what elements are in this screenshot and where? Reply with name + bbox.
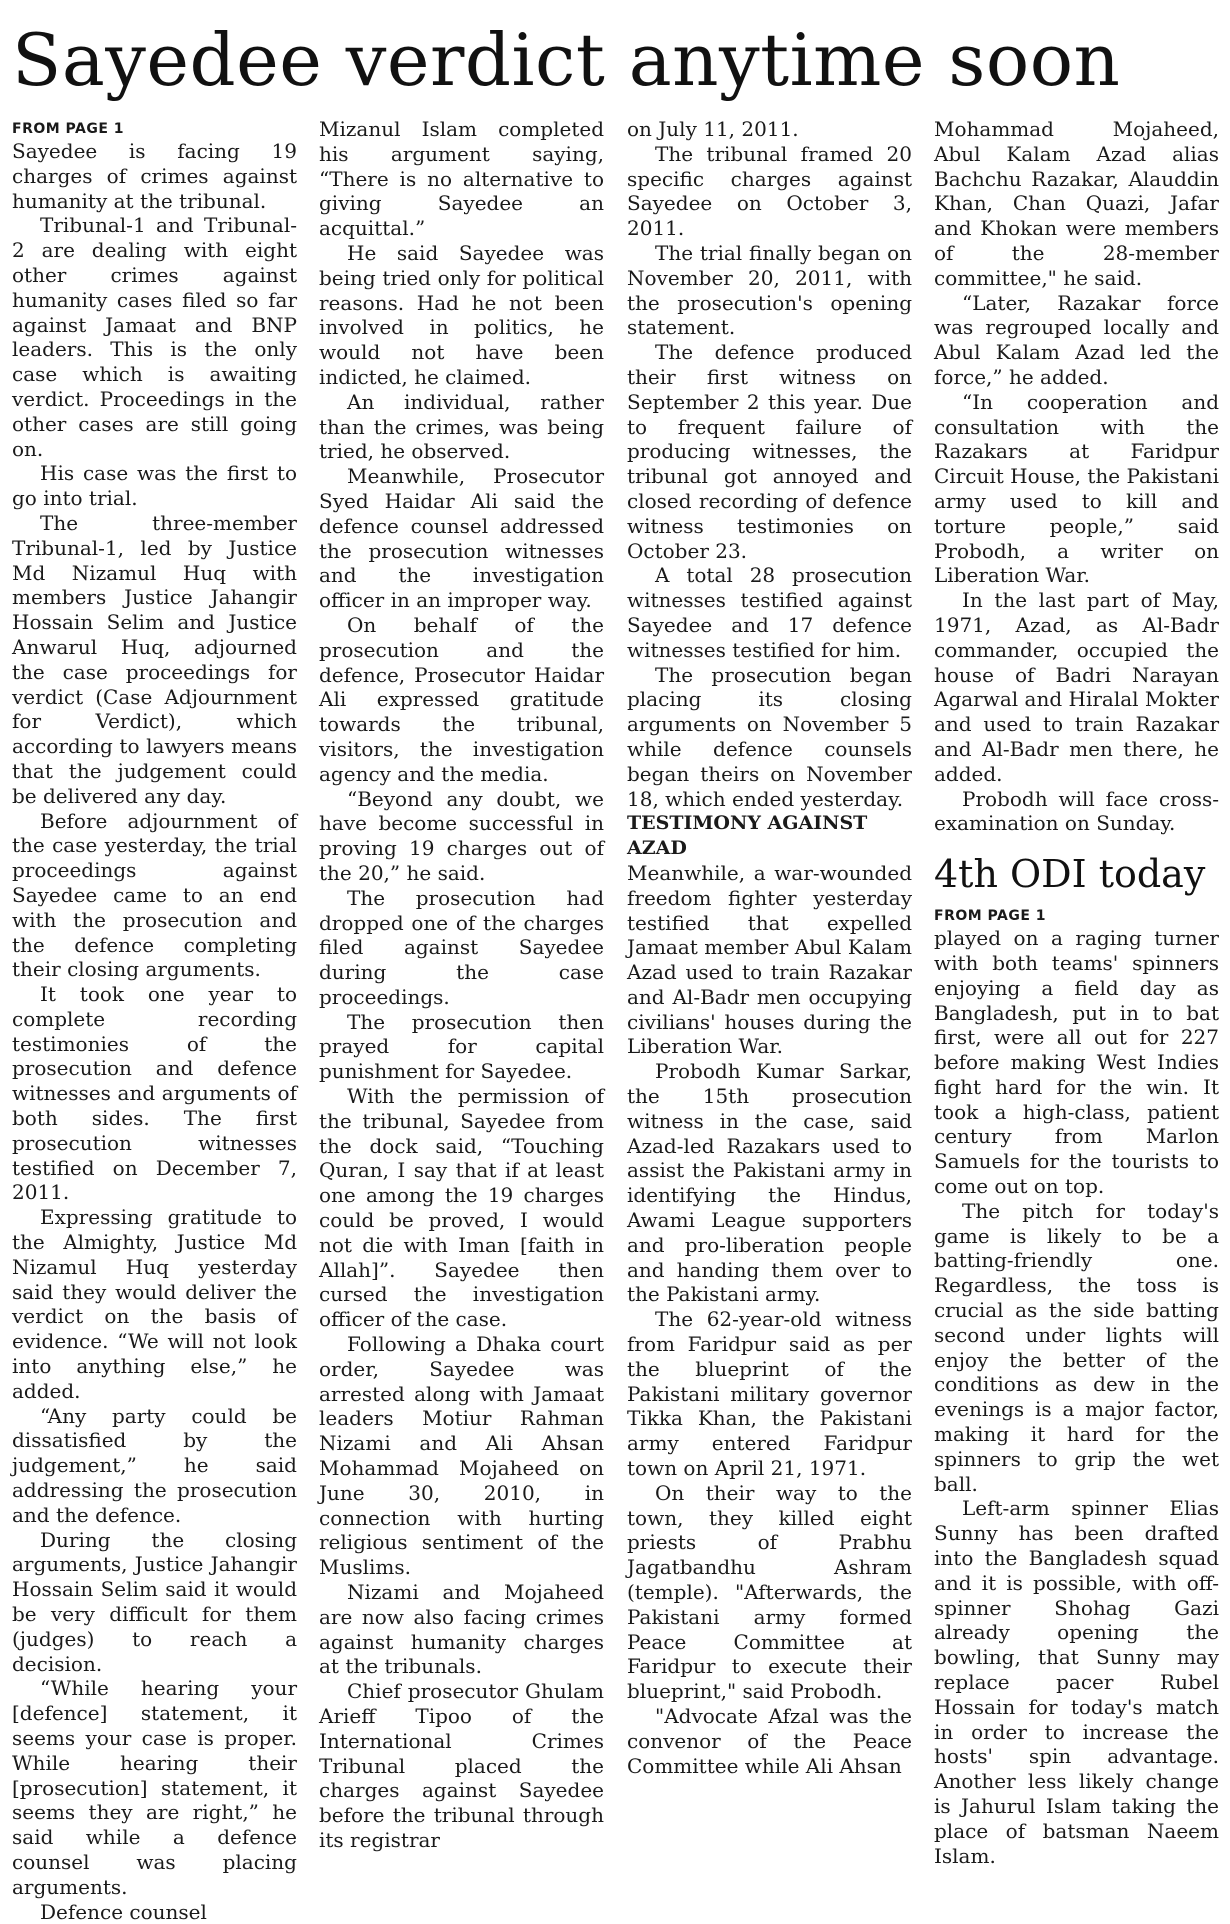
paragraph: played on a raging turner with both teams' spinners enjoying a field day as Bangladesh, put in to bat first, were all out for 227 before making West Indies fight hard for the win. It took a high-class, patient century from Marlon Samuels for the tourists to come out on top.	[934, 926, 1219, 1199]
paragraph: “Later, Razakar force was regrouped locally and Abul Kalam Azad led the force,” he added.	[934, 290, 1219, 389]
from-page-label: FROM PAGE 1	[12, 121, 125, 137]
paragraph: He said Sayedee was being tried only for political reasons. Had he not been involved in politics, he would not have been indicted, he claimed.	[319, 240, 604, 389]
paragraph: The pitch for today's game is likely to be a batting-friendly one. Regardless, the toss is crucial as the side batting second under lights will enjoy the better of the conditions as dew in the evenings is a major factor, making it hard for the spinners to grip the wet ball.	[934, 1198, 1219, 1496]
paragraph: Tribunal-1 and Tribunal-2 are dealing with eight other crimes against humanity cases filed so far against Jamaat and BNP leaders. This is the only case which is awaiting verdict. Proceedings in the other cases are still going on.	[12, 213, 297, 461]
paragraph: Defence counsel	[40, 1899, 207, 1924]
paragraph: Probodh Kumar Sarkar, the 15th prosecution witness in the case, said Azad-led Razakars used to assist the Pakistani army in identifying the Hindus, Awami League supporters and pro-liberation people and handing them over to the Pakistani army.	[627, 1059, 912, 1307]
from-page-label: FROM PAGE 1	[934, 908, 1047, 925]
page-headline: Sayedee verdict anytime soon	[12, 18, 1121, 102]
paragraph: “Any party could be dissatisfied by the judgement,” he said addressing the prosecution and the defence.	[12, 1403, 297, 1527]
paragraph: The trial finally began on November 20, 2011, with the prosecution's opening statement.	[627, 240, 912, 340]
paragraph: Following a Dhaka court order, Sayedee was arrested along with Jamaat leaders Motiur Rahman Nizami and Ali Ahsan Mohammad Mojaheed on June 30, 2010, in connection with hurting religious sentiment of the Muslims.	[319, 1332, 604, 1580]
odi-headline: 4th ODI today	[934, 852, 1206, 897]
paragraph: An individual, rather than the crimes, was being tried, he observed.	[319, 389, 604, 464]
subheading: TESTIMONY AGAINST AZAD	[627, 812, 868, 860]
paragraph: On their way to the town, they killed eight priests of Prabhu Jagatbandhu Ashram (temple). "Afterwards, the Pakistani army formed Peace Committee at Faridpur to execute their blueprint," said Probodh.	[627, 1480, 912, 1704]
paragraph: On behalf of the prosecution and the defence, Prosecutor Haidar Ali expressed gratitude towards the tribunal, visitors, the investigation agency and the media.	[319, 612, 604, 786]
article-column-2	[319, 117, 604, 1852]
paragraph: Meanwhile, Prosecutor Syed Haidar Ali said the defence counsel addressed the prosecution witnesses and the investigation officer in an improper way.	[319, 464, 604, 613]
paragraph: A total 28 prosecution witnesses testified against Sayedee and 17 defence witnesses testified for him.	[627, 563, 912, 662]
article-column-4	[934, 117, 1219, 1868]
paragraph: It took one year to complete recording testimonies of the prosecution and defence witnesses and arguments of both sides. The first prosecution witnesses testified on December 7, 2011.	[12, 982, 297, 1205]
paragraph: Before adjournment of the case yesterday, the trial proceedings against Sayedee came to an end with the prosecution and the defence completing their closing arguments.	[12, 808, 297, 982]
paragraph: The defence produced their first witness on September 2 this year. Due to frequent failure of producing witnesses, the tribunal got annoyed and closed recording of defence witness testimonies on October 23.	[627, 340, 912, 563]
paragraph: During the closing arguments, Justice Jahangir Hossain Selim said it would be very difficult for them (judges) to reach a decision.	[12, 1527, 297, 1676]
paragraph: Nizami and Mojaheed are now also facing crimes against humanity charges at the tribunals.	[319, 1580, 604, 1679]
paragraph: Chief prosecutor Ghulam Arieff Tipoo of the International Crimes Tribunal placed the charges against Sayedee before the tribunal through its registrar	[319, 1679, 604, 1852]
paragraph: Mohammad Mojaheed, Abul Kalam Azad alias Bachchu Razakar, Alauddin Khan, Chan Quazi, Jafar and Khokan were members of the 28-member committee," he said.	[934, 117, 1219, 290]
paragraph: The prosecution then prayed for capital punishment for Sayedee.	[319, 1009, 604, 1084]
paragraph: “In cooperation and consultation with the Razakars at Faridpur Circuit House, the Pakistani army used to kill and torture people,” said Probodh, a writer on Liberation War.	[934, 389, 1219, 588]
paragraph: The 62-year-old witness from Faridpur said as per the blueprint of the Pakistani military governor Tikka Khan, the Pakistani army entered Faridpur town on April 21, 1971.	[627, 1307, 912, 1481]
paragraph: Left-arm spinner Elias Sunny has been drafted into the Bangladesh squad and it is possible, with off-spinner Shohag Gazi already opening the bowling, that Sunny may replace pacer Rubel Hossain for today's match in order to increase the hosts' spin advantage. Another less likely change is Jahurul Islam taking the place of batsman Naeem Islam.	[934, 1496, 1219, 1868]
paragraph: “While hearing your [defence] statement, it seems your case is proper. While hearing their [prosecution] statement, it seems they are right,” he said while a defence counsel was placing arguments.	[12, 1676, 297, 1899]
article-column-3	[627, 117, 912, 1782]
paragraph: Probodh will face cross-examination on Sunday.	[934, 786, 1219, 836]
paragraph: "Advocate Afzal was the convenor of the Peace Committee while Ali Ahsan	[627, 1704, 912, 1778]
paragraph: His case was the first to go into trial.	[12, 461, 297, 511]
paragraph: Sayedee is facing 19 charges of crimes against humanity at the tribunal.	[12, 139, 297, 213]
article-column-1	[12, 117, 297, 1924]
paragraph: Mizanul Islam completed his argument saying, “There is no alternative to giving Sayedee an acquittal.”	[319, 117, 604, 241]
paragraph: The prosecution began placing its closing arguments on November 5 while defence counsels began theirs on November 18, which ended yesterday.	[627, 662, 912, 811]
paragraph: Meanwhile, a war-wounded freedom fighter yesterday testified that expelled Jamaat member Abul Kalam Azad used to train Razakar and Al-Badr men occupying civilians' houses during the Liberation War.	[627, 860, 912, 1059]
paragraph: “Beyond any doubt, we have become successful in proving 19 charges out of the 20,” he said.	[319, 786, 604, 885]
paragraph: The prosecution had dropped one of the charges filed against Sayedee during the case proceedings.	[319, 885, 604, 1009]
paragraph: The three-member Tribunal-1, led by Justice Md Nizamul Huq with members Justice Jahangir Hossain Selim and Justice Anwarul Huq, adjourned the case proceedings for verdict (Case Adjournment for Verdict), which according to lawyers means that the judgement could be delivered any day.	[12, 510, 297, 808]
paragraph: With the permission of the tribunal, Sayedee from the dock said, “Touching Quran, I say that if at least one among the 19 charges could be proved, I would not die with Iman [faith in Allah]”. Sayedee then cursed the investigation officer of the case.	[319, 1084, 604, 1332]
paragraph: on July 11, 2011.	[627, 117, 799, 141]
paragraph: In the last part of May, 1971, Azad, as Al-Badr commander, occupied the house of Badri Narayan Agarwal and Hiralal Mokter and used to train Razakar and Al-Badr men there, he added.	[934, 588, 1219, 786]
paragraph: Expressing gratitude to the Almighty, Justice Md Nizamul Huq yesterday said they would deliver the verdict on the basis of evidence. “We will not look into anything else,” he added.	[12, 1205, 297, 1403]
paragraph: The tribunal framed 20 specific charges against Sayedee on October 3, 2011.	[627, 141, 912, 241]
